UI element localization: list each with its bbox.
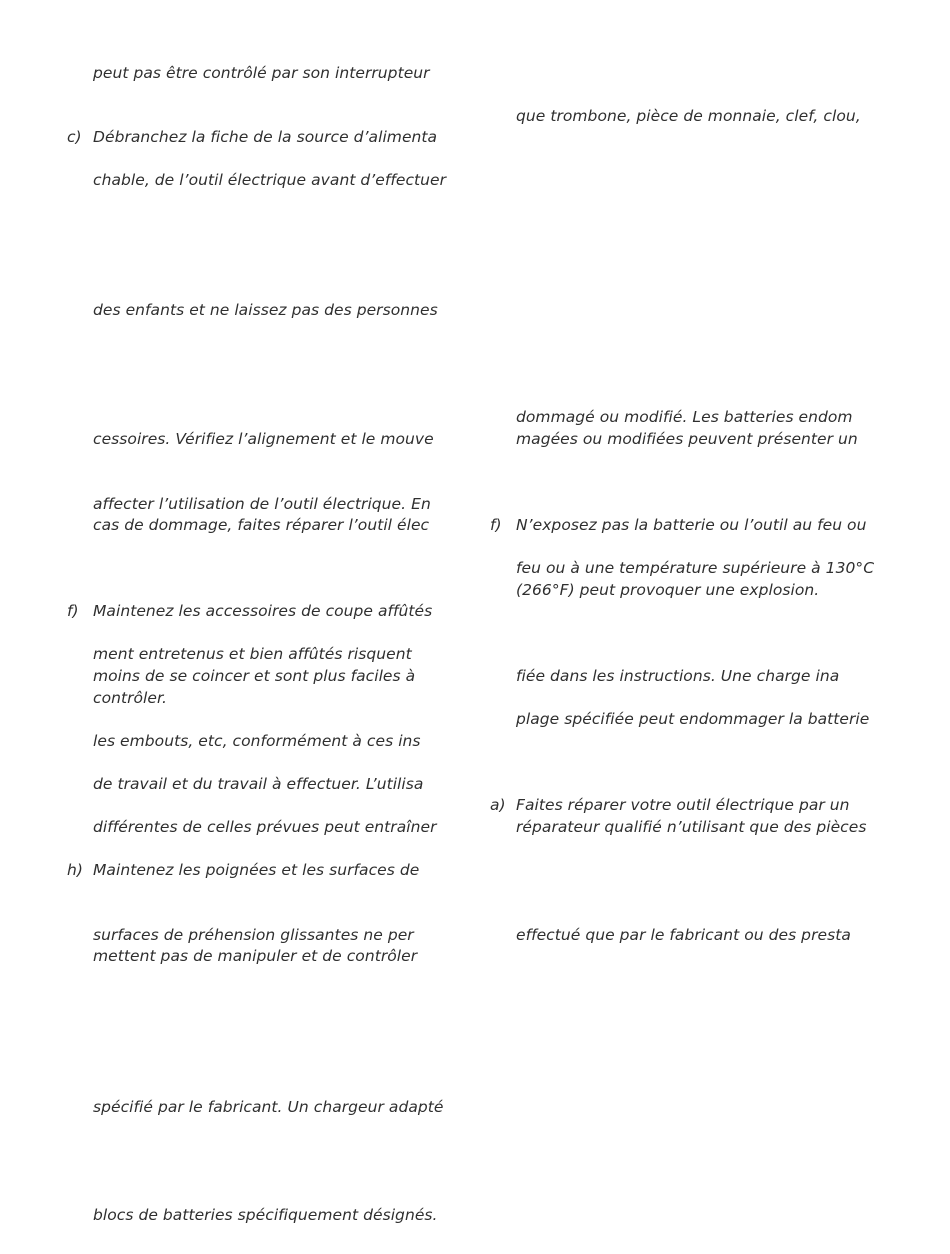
text-line: feu ou à une température supérieure à 130°C — [516, 559, 875, 577]
text-line: affecter l’utilisation de l’outil électrique. En — [93, 495, 431, 513]
text-line: chable, de l’outil électrique avant d’effectuer — [93, 171, 447, 189]
text-line: moins de se coincer et sont plus faciles à — [93, 667, 416, 685]
text-line: ment entretenus et bien affûtés risquent — [93, 645, 412, 663]
text-line: Maintenez les poignées et les surfaces de — [93, 861, 420, 879]
text-line: de travail et du travail à effectuer. L’utilisa — [93, 775, 424, 793]
text-line: plage spécifiée peut endommager la batterie — [516, 710, 870, 728]
text-line: surfaces de préhension glissantes ne per — [93, 926, 414, 944]
list-marker-f: f) — [67, 602, 79, 620]
text-line: que trombone, pièce de monnaie, clef, clou, — [516, 107, 861, 125]
list-marker-h: h) — [67, 861, 83, 879]
text-line: Faites réparer votre outil électrique par un — [516, 796, 850, 814]
text-line: blocs de batteries spécifiquement désignés. — [93, 1206, 438, 1224]
text-line: Maintenez les accessoires de coupe affûtés — [93, 602, 433, 620]
list-marker-f: f) — [490, 516, 502, 534]
text-line: différentes de celles prévues peut entraîner — [93, 818, 437, 836]
text-line: N’exposez pas la batterie ou l’outil au feu ou — [516, 516, 867, 534]
text-line: (266°F) peut provoquer une explosion. — [516, 581, 820, 599]
text-line: mettent pas de manipuler et de contrôler — [93, 947, 418, 965]
text-line: les embouts, etc, conformément à ces ins — [93, 732, 421, 750]
text-line: Débranchez la fiche de la source d’alimenta — [93, 128, 438, 146]
list-marker-c: c) — [67, 128, 82, 146]
text-line: peut pas être contrôlé par son interrupteur — [93, 64, 430, 82]
text-line: réparateur qualifié n’utilisant que des pièces — [516, 818, 867, 836]
text-line: spécifié par le fabricant. Un chargeur adapté — [93, 1098, 444, 1116]
text-line: magées ou modifiées peuvent présenter un — [516, 430, 858, 448]
text-line: dommagé ou modifié. Les batteries endom — [516, 408, 853, 426]
text-line: cessoires. Vérifiez l’alignement et le mouve — [93, 430, 434, 448]
text-line: des enfants et ne laissez pas des personnes — [93, 301, 438, 319]
text-line: contrôler. — [93, 689, 167, 707]
text-line: fiée dans les instructions. Une charge ina — [516, 667, 840, 685]
text-line: cas de dommage, faites réparer l’outil élec — [93, 516, 430, 534]
text-line: effectué que par le fabricant ou des presta — [516, 926, 851, 944]
list-marker-a: a) — [490, 796, 506, 814]
